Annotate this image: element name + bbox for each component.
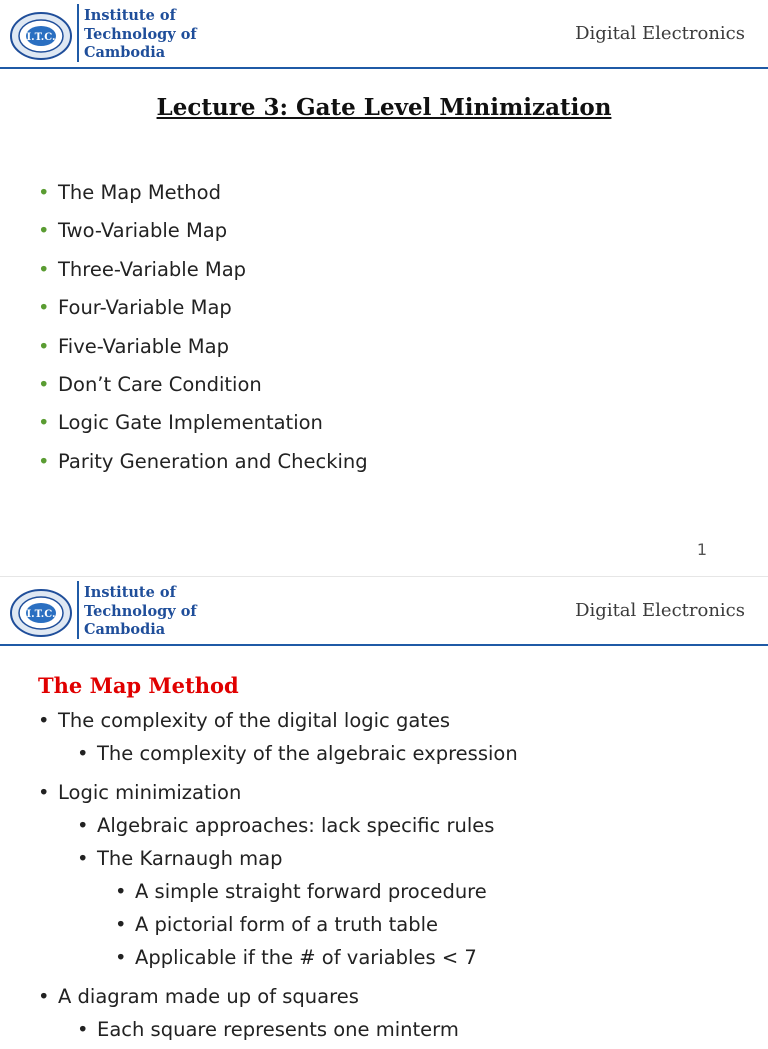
bullet-icon: •	[115, 913, 127, 936]
bullet-text: The Karnaugh map	[97, 847, 283, 870]
bullet-text: The complexity of the algebraic expression	[97, 742, 518, 765]
list-item	[38, 289, 368, 327]
header-rule	[0, 644, 768, 646]
institute-name	[84, 7, 197, 63]
bullet-line	[0, 740, 768, 773]
bullet-icon: •	[115, 946, 127, 969]
list-item	[38, 251, 368, 289]
header-rule	[0, 67, 768, 69]
bullet-icon: •	[38, 411, 50, 435]
list-item	[38, 212, 368, 250]
bullet-icon: •	[77, 847, 89, 870]
logo-text: I.T.C.	[26, 32, 56, 43]
institute-line: Cambodia	[84, 44, 166, 61]
bullet-list	[0, 707, 768, 1049]
lecture-title: Lecture 3: Gate Level Minimization	[156, 94, 612, 121]
list-item	[38, 404, 368, 442]
list-item-label: Don’t Care Condition	[58, 373, 262, 397]
slide-2	[0, 576, 768, 1041]
bullet-line	[0, 878, 768, 911]
bullet-text: Logic minimization	[58, 781, 242, 804]
bullet-icon: •	[38, 219, 50, 243]
bullet-line	[0, 983, 768, 1016]
section-title: The Map Method	[38, 673, 239, 698]
page-number: 1	[696, 540, 707, 559]
institute-line: Institute of	[84, 584, 176, 601]
bullet-icon: •	[77, 814, 89, 837]
bullet-icon: •	[38, 334, 50, 358]
bullet-icon: •	[38, 709, 50, 732]
itc-logo	[10, 589, 72, 637]
logo-text: I.T.C.	[26, 609, 56, 620]
bullet-text: A pictorial form of a truth table	[135, 913, 439, 936]
bullet-line	[0, 845, 768, 878]
bullet-icon: •	[38, 296, 50, 320]
list-item	[38, 174, 368, 212]
institute-line: Technology of	[84, 602, 197, 620]
bullet-icon: •	[115, 880, 127, 903]
list-item	[38, 443, 368, 481]
header-divider	[77, 4, 79, 62]
bullet-icon: •	[38, 373, 50, 397]
bullet-line	[0, 911, 768, 944]
institute-line: Institute of	[84, 7, 176, 24]
bullet-text: Each square represents one minterm	[97, 1018, 459, 1041]
bullet-line	[0, 812, 768, 845]
bullet-icon: •	[77, 1018, 89, 1041]
bullet-text: The complexity of the digital logic gates	[58, 709, 451, 732]
list-item-label: Five-Variable Map	[58, 334, 229, 358]
topic-list	[38, 174, 368, 481]
bullet-text: Applicable if the # of variables < 7	[135, 946, 477, 969]
bullet-text: A simple straight forward procedure	[135, 880, 487, 903]
institute-line: Technology of	[84, 25, 197, 43]
list-item-label: Three-Variable Map	[58, 257, 247, 281]
bullet-icon: •	[77, 742, 89, 765]
bullet-icon: •	[38, 985, 50, 1008]
institute-name	[84, 584, 197, 640]
bullet-icon: •	[38, 181, 50, 204]
bullet-text: A diagram made up of squares	[58, 985, 359, 1008]
bullet-line	[0, 707, 768, 740]
list-item-label: Four-Variable Map	[58, 296, 232, 320]
list-item-label: Two-Variable Map	[58, 219, 228, 243]
course-name: Digital Electronics	[575, 600, 745, 621]
course-name: Digital Electronics	[575, 23, 745, 44]
institute-line: Cambodia	[84, 621, 166, 638]
bullet-line	[0, 1016, 768, 1049]
header-divider	[77, 581, 79, 639]
bullet-line	[0, 944, 768, 977]
bullet-icon: •	[38, 257, 50, 281]
itc-logo	[10, 12, 72, 60]
bullet-icon: •	[38, 449, 50, 473]
bullet-line	[0, 779, 768, 812]
list-item	[38, 366, 368, 404]
list-item-label: Parity Generation and Checking	[58, 449, 368, 473]
bullet-text: Algebraic approaches: lack specific rules	[97, 814, 495, 837]
list-item-label: The Map Method	[58, 181, 221, 204]
bullet-icon: •	[38, 781, 50, 804]
list-item	[38, 328, 368, 366]
list-item-label: Logic Gate Implementation	[58, 411, 323, 435]
